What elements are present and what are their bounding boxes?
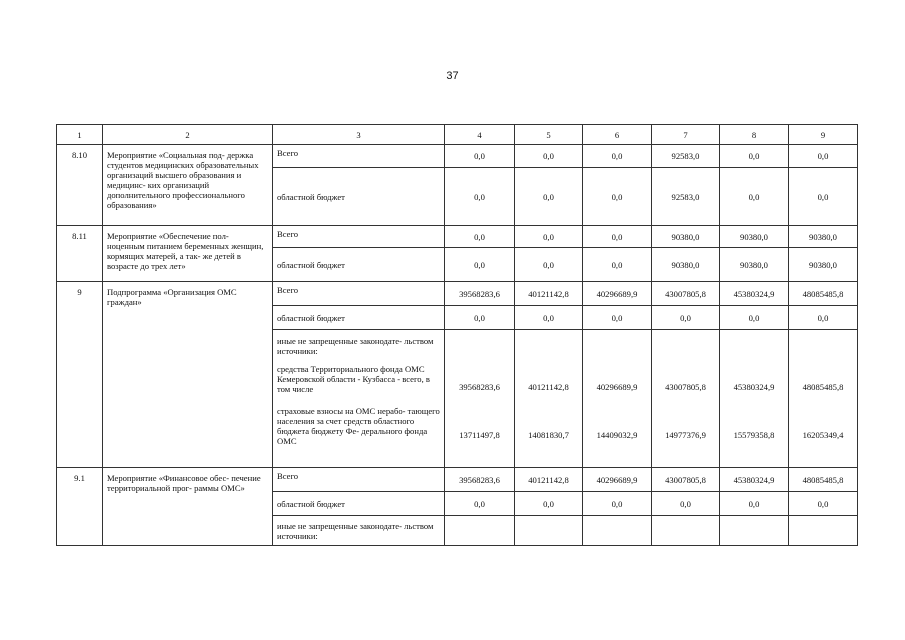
line-label: областной бюджет — [273, 492, 445, 516]
line-label: Всего — [273, 468, 445, 492]
header-cell: 2 — [103, 125, 273, 145]
value-cell: 0,0 — [445, 168, 515, 226]
value-cell: 43007805,8 — [652, 468, 720, 492]
value-cell — [652, 516, 720, 546]
line-label: иные не запрещенные законодате- льством источники: — [273, 516, 445, 546]
value-cell: 92583,0 — [652, 168, 720, 226]
value-cell: 48085485,8 — [789, 282, 858, 306]
tfoms-label: средства Территориального фонда ОМС Кемеровской области - Кузбасса - всего, в том числе — [277, 364, 430, 394]
value-cell: 0,0 — [583, 306, 652, 330]
row-title: Подпрограмма «Организация ОМС граждан» — [103, 282, 273, 468]
row-id: 9.1 — [57, 468, 103, 546]
value-cell — [445, 516, 515, 546]
value-cell: 0,0 — [445, 492, 515, 516]
budget-table — [56, 124, 858, 546]
line-label: областной бюджет — [273, 306, 445, 330]
value-cell: 39568283,6 — [445, 468, 515, 492]
value-cell: 90380,0 — [652, 248, 720, 282]
value-cell: 0,0 — [583, 168, 652, 226]
value-cell: 43007805,8 — [652, 282, 720, 306]
value-cell — [583, 516, 652, 546]
value-cell: 48085485,8 — [789, 468, 858, 492]
header-cell: 8 — [720, 125, 789, 145]
value-cell: 45380324,9 15579358,8 — [720, 330, 789, 468]
header-cell: 5 — [515, 125, 583, 145]
value-cell: 0,0 — [445, 145, 515, 168]
table-row — [57, 468, 858, 492]
header-cell: 3 — [273, 125, 445, 145]
value-cell: 0,0 — [445, 306, 515, 330]
value-cell: 0,0 — [720, 168, 789, 226]
line-label: Всего — [273, 282, 445, 306]
row-title: Мероприятие «Обеспечение пол- ноценным питанием беременных женщин, кормящих матерей, а так- же детей в возрасте до трех лет» — [103, 226, 273, 282]
value-cell: 92583,0 — [652, 145, 720, 168]
row-id: 8.11 — [57, 226, 103, 282]
value-cell: 48085485,8 16205349,4 — [789, 330, 858, 468]
value-cell: 90380,0 — [652, 226, 720, 248]
value-cell: 39568283,6 — [445, 282, 515, 306]
row-title: Мероприятие «Финансовое обес- печение территориальной прог- раммы ОМС» — [103, 468, 273, 546]
value-cell: 0,0 — [515, 145, 583, 168]
value-cell: 0,0 — [445, 248, 515, 282]
header-cell: 6 — [583, 125, 652, 145]
other-sources-label: иные не запрещенные законодате- льством источники: — [277, 336, 434, 356]
value-cell: 40296689,9 14409032,9 — [583, 330, 652, 468]
table-row — [57, 282, 858, 306]
value-cell: 40121142,8 — [515, 282, 583, 306]
line-label: Всего — [273, 145, 445, 168]
line-label: областной бюджет — [273, 168, 445, 226]
line-label: областной бюджет — [273, 248, 445, 282]
value-cell: 0,0 — [789, 145, 858, 168]
header-row — [57, 125, 858, 145]
line-label: Всего — [273, 226, 445, 248]
value-cell: 40296689,9 — [583, 468, 652, 492]
value-cell: 43007805,8 14977376,9 — [652, 330, 720, 468]
value-cell: 0,0 — [789, 168, 858, 226]
value-cell: 0,0 — [789, 306, 858, 330]
value-cell — [720, 516, 789, 546]
value-cell: 0,0 — [583, 145, 652, 168]
header-cell: 1 — [57, 125, 103, 145]
value-cell: 40121142,8 — [515, 468, 583, 492]
row-id: 8.10 — [57, 145, 103, 226]
value-cell: 0,0 — [515, 248, 583, 282]
value-cell: 0,0 — [583, 492, 652, 516]
value-cell: 0,0 — [720, 306, 789, 330]
value-cell: 0,0 — [515, 306, 583, 330]
value-cell — [515, 516, 583, 546]
value-cell: 0,0 — [652, 306, 720, 330]
value-cell: 45380324,9 — [720, 282, 789, 306]
value-cell: 0,0 — [445, 226, 515, 248]
page-number: 37 — [446, 70, 459, 82]
value-cell: 40121142,8 14081830,7 — [515, 330, 583, 468]
table-row — [57, 226, 858, 248]
value-cell — [789, 516, 858, 546]
header-cell: 7 — [652, 125, 720, 145]
row-id: 9 — [57, 282, 103, 468]
value-cell: 0,0 — [652, 492, 720, 516]
value-cell: 90380,0 — [720, 248, 789, 282]
table-row — [57, 145, 858, 168]
value-cell: 0,0 — [583, 226, 652, 248]
value-cell: 0,0 — [720, 145, 789, 168]
value-cell: 90380,0 — [789, 248, 858, 282]
insurance-label: страховые взносы на ОМС нерабо- тающего населения за счет средств областного бюджета бюджету Фе- дерального фонда ОМС — [277, 406, 440, 446]
value-cell: 40296689,9 — [583, 282, 652, 306]
header-cell: 4 — [445, 125, 515, 145]
value-cell: 0,0 — [515, 226, 583, 248]
value-cell: 90380,0 — [789, 226, 858, 248]
value-cell: 39568283,6 13711497,8 — [445, 330, 515, 468]
value-cell: 45380324,9 — [720, 468, 789, 492]
value-cell: 0,0 — [720, 492, 789, 516]
value-cell: 0,0 — [515, 168, 583, 226]
other-sources-cell — [273, 330, 445, 468]
value-cell: 0,0 — [789, 492, 858, 516]
value-cell: 0,0 — [583, 248, 652, 282]
header-cell: 9 — [789, 125, 858, 145]
value-cell: 0,0 — [515, 492, 583, 516]
value-cell: 90380,0 — [720, 226, 789, 248]
row-title: Мероприятие «Социальная под- держка студентов медицинских образовательных организаций высшего образования и медицинс- ких организаций дополнительного профессионального образования» — [103, 145, 273, 226]
